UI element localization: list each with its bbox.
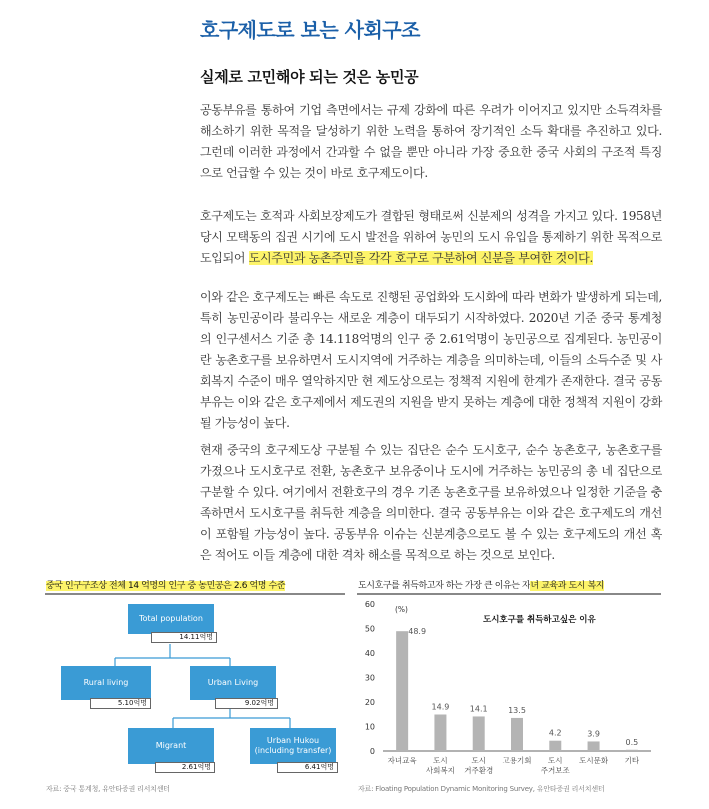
bar-value-label: 14.9 [431,702,450,712]
y-tick-label: 20 [364,698,375,707]
x-category-label: 자녀교육 [387,756,417,765]
x-category-label: 도시 [548,756,563,765]
paragraph-3: 이와 같은 호구제도는 빠른 속도로 진행된 공업화와 도시화에 따라 변화가 발생하게 되는데, 특히 농민공이라 불리우는 새로운 계층이 대두되기 시작하였다. 2020년 기준 중국 통계청의 인구센서스 기준 총 14.118억명의 인구 중 2.61억명이 농민공으로 집계된다. 농민공이란 농촌호구를 보유하면서 도시지역에 거주하는 계층을 의미하는데, 이들의 소득수준 및 사회복지 수준이 매우 열악하지만 현 제도상으로는 정책적 지원에 한계가 존재한다. 결국 공동부유는 이와 같은 호구제에서 제도권의 지원을 받지 못하는 계층에 대한 정책적 지원이 강화될 가능성이 높다. [200,290,662,430]
x-category-label: 도시 [433,756,448,765]
paragraph-1: 공동부유를 통하여 기업 측면에서는 규제 강화에 따른 우려가 이어지고 있지만 소득격차를 해소하기 위한 목적을 달성하기 위한 노력을 통하여 장기적인 소득 확대를 추진하고 있다. 그런데 이러한 과정에서 간과할 수 없을 뿐만 아니라 가장 중요한 중국 사회의 구조적 특징으로 언급할 수 있는 것이 바로 호구제도이다. [200,103,662,180]
node-total-population: Total population [128,604,214,634]
bar [549,741,561,751]
bar [473,716,485,751]
x-category-label: 거주환경 [464,766,494,775]
bar-value-label: 0.5 [625,737,639,747]
bar-value-label: 13.5 [508,705,526,715]
bar-value-label: 48.9 [408,627,427,637]
right-caption-divider [357,593,661,595]
left-caption-divider [45,593,345,595]
bar [588,741,600,751]
bar [434,714,446,751]
node-urban-living: Urban Living [190,666,276,700]
x-category-label: 주거보조 [540,766,570,775]
bar [396,631,408,751]
bar-value-label: 4.2 [548,728,562,738]
paragraph-2-highlight: 도시주민과 농촌주민을 각각 호구로 구분하여 신분을 부여한 것이다. [248,251,593,265]
node-rural-value: 5.10억명 [90,698,151,709]
paragraph-4: 현재 중국의 호구제도상 구분될 수 있는 집단은 순수 도시호구, 순수 농촌호구, 농촌호구를 가졌으나 도시호구로 전환, 농촌호구 보유중이나 도시에 거주하는 농민공의 총 네 집단으로 구분할 수 있다. 여기에서 전환호구의 경우 기존 농촌호구를 보유하였으나 일정한 기준을 충족하면서 도시호구를 취득한 계층을 의미한다. 결국 공동부유는 이와 같은 호구제도의 개선이 포함될 가능성이 높다. 공동부유 이슈는 신분계층으로도 볼 수 있는 호구제도의 개선 혹은 적어도 이들 계층에 대한 격차 해소를 목적으로 하는 것으로 보인다. [200,443,662,562]
x-category-label: 도시 [471,756,486,765]
y-tick-label: 10 [364,722,375,732]
y-tick-label: 0 [369,747,375,756]
bar [511,718,523,751]
left-figure-source: 자료: 중국 통계청, 유안타증권 리서치센터 [46,785,170,793]
reasons-bar-chart [357,596,661,782]
node-urban-hukou: Urban Hukou (including transfer) [250,728,336,764]
x-category-label: 사회복지 [425,766,455,775]
x-category-label: 고용기회 [502,756,532,765]
node-urban-hukou-value: 6.41억명 [277,762,338,773]
node-total-value: 14.11억명 [151,632,217,643]
page-title: 호구제도로 보는 사회구조 [200,18,420,42]
paragraph-2 [200,206,662,269]
y-tick-label: 50 [364,624,375,634]
chart-title: 도시호구를 취득하고싶은 이유 [483,615,596,625]
bar [626,750,638,751]
node-urban-value: 9.02억명 [215,698,278,709]
right-figure-caption: 도시호구를 취득하고자 하는 가장 큰 이유는 자녀 교육과 도시 복지 [358,581,605,591]
node-rural-living: Rural living [61,666,151,700]
x-category-label: 도시문화 [579,756,609,765]
paragraph-2-text: 호구제도는 호적과 사회보장제도가 결합된 형태로써 신분제의 성격을 가지고 있다. 1958년 당시 모택동의 집권 시기에 도시 발전을 위하여 농민의 도시 유입을 통제하기 위한 목적으로 도입되어 [200,209,662,265]
node-migrant: Migrant [128,728,214,764]
right-figure-source: 자료: Floating Population Dynamic Monitoring Survey, 유안타증권 리서치센터 [358,785,605,793]
section-subtitle: 실제로 고민해야 되는 것은 농민공 [200,68,419,86]
y-tick-label: 30 [364,673,375,683]
chart-unit: (%) [395,605,408,614]
left-figure-caption: 중국 인구구조상 전체 14 억명의 인구 중 농민공은 2.6 억명 수준 [46,581,286,591]
node-migrant-value: 2.61억명 [155,762,215,773]
bar-value-label: 3.9 [587,729,600,739]
y-tick-label: 40 [364,649,375,658]
y-tick-label: 60 [364,600,375,609]
bar-value-label: 14.1 [469,704,488,714]
x-category-label: 기타 [624,756,640,765]
